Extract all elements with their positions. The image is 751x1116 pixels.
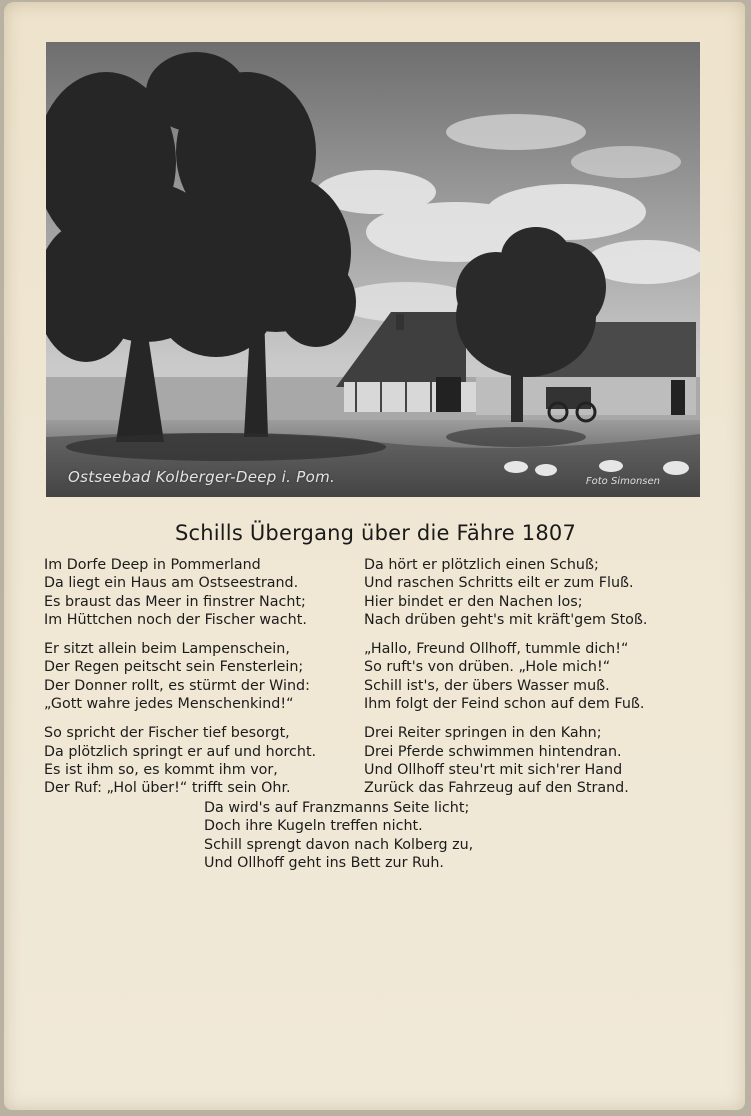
poem-line: Im Hüttchen noch der Fischer wacht. xyxy=(44,611,307,628)
poem-line: So ruft's von drüben. „Hole mich!“ xyxy=(364,659,611,676)
poem-line: Schill sprengt davon nach Kolberg zu, xyxy=(204,836,474,853)
poem-line: Drei Reiter springen in den Kahn; xyxy=(364,725,602,742)
poem-line: Ihm folgt der Feind schon auf dem Fuß. xyxy=(364,696,645,713)
photo-credit: Foto Simonsen xyxy=(585,476,660,487)
stanza xyxy=(44,724,316,797)
poem-line: Und Ollhoff steu'rt mit sich'rer Hand xyxy=(364,761,623,778)
poem-right-column xyxy=(364,556,647,809)
poem-title: Schills Übergang über die Fähre 1807 xyxy=(174,521,577,545)
poem-line: Da wird's auf Franzmanns Seite licht; xyxy=(204,800,470,816)
poem-line: Im Dorfe Deep in Pommerland xyxy=(44,557,261,573)
poem-line: Der Regen peitscht sein Fensterlein; xyxy=(44,659,304,676)
poem-line: Doch ihre Kugeln treffen nicht. xyxy=(204,818,423,835)
landscape-photo xyxy=(46,42,700,497)
poem-line: Nach drüben geht's mit kräft'gem Stoß. xyxy=(364,611,648,628)
poem-left-column xyxy=(44,556,316,809)
poem-line: So spricht der Fischer tief besorgt, xyxy=(44,725,290,742)
poem-line: Da plötzlich springt er auf und horcht. xyxy=(44,743,317,760)
poem-line: Es braust das Meer in finstrer Nacht; xyxy=(44,593,306,610)
poem-line: Da hört er plötzlich einen Schuß; xyxy=(364,557,599,573)
poem-line: Der Donner rollt, es stürmt der Wind: xyxy=(44,677,310,694)
stanza xyxy=(44,556,316,629)
poem-line: Schill ist's, der übers Wasser muß. xyxy=(364,677,610,694)
poem-line: Und Ollhoff geht ins Bett zur Ruh. xyxy=(204,854,444,871)
poem-line: Da liegt ein Haus am Ostseestrand. xyxy=(44,575,299,592)
photograph xyxy=(46,42,700,497)
poem-line: Hier bindet er den Nachen los; xyxy=(364,593,583,610)
poem-line: Zurück das Fahrzeug auf den Strand. xyxy=(364,780,629,797)
stanza xyxy=(364,640,647,713)
poem-line: Und raschen Schritts eilt er zum Fluß. xyxy=(364,575,634,592)
poem-line: Es ist ihm so, es kommt ihm vor, xyxy=(44,761,278,778)
photo-caption: Ostseebad Kolberger-Deep i. Pom. xyxy=(68,468,336,486)
poem-final-stanza xyxy=(204,799,473,883)
stanza xyxy=(364,724,647,797)
poem-line: „Hallo, Freund Ollhoff, tummle dich!“ xyxy=(364,641,629,658)
stanza xyxy=(44,640,316,713)
poem-line: Drei Pferde schwimmen hintendran. xyxy=(364,743,622,760)
stanza xyxy=(204,799,473,872)
poem-line: „Gott wahre jedes Menschenkind!“ xyxy=(44,696,294,713)
poem-line: Er sitzt allein beim Lampenschein, xyxy=(44,641,290,658)
stanza xyxy=(364,556,647,629)
poem-line: Der Ruf: „Hol über!“ trifft sein Ohr. xyxy=(44,780,291,797)
